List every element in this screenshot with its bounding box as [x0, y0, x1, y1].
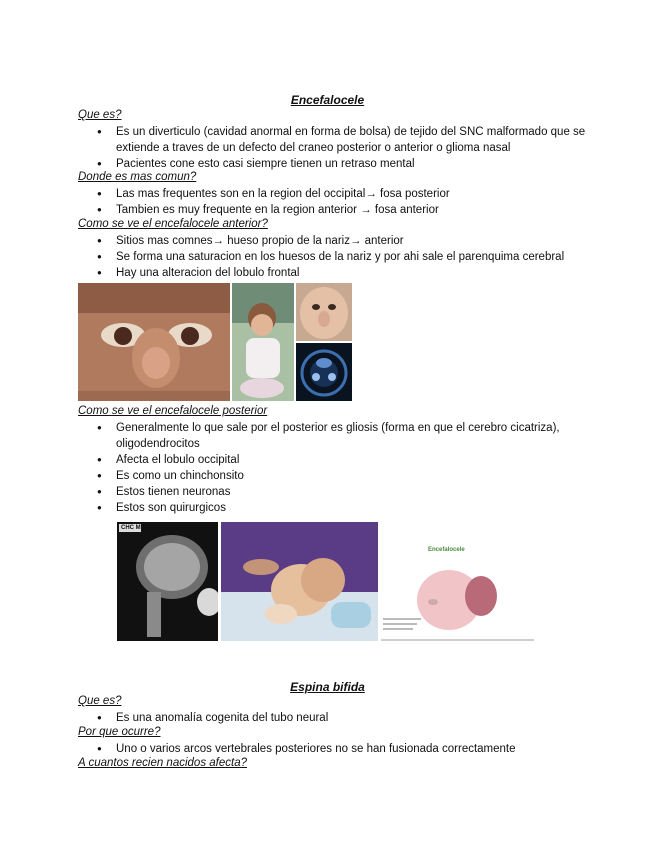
mri-sagittal-image	[117, 522, 218, 641]
list-item: ● Es un diverticulo (cavidad anormal en forma de bolsa) de tejido del SNC malformado que se extiende a traves de un defecto del craneo posterior o anterior o glioma nasal	[78, 124, 616, 156]
question-que-es: Que es?	[78, 109, 122, 121]
mri-label: CHC MRI	[121, 525, 147, 531]
question-posterior: Como se ve el encefalocele posterior	[78, 405, 268, 417]
list-item: ● Tambien es muy frequente en la region anterior → fosa anterior	[78, 202, 616, 218]
list-item: ● Estos son quirurgicos	[78, 500, 616, 516]
list-donde	[78, 186, 616, 218]
section-title-espina-bifida: Espina bifida	[290, 680, 365, 694]
section-title-encefalocele: Encefalocele	[290, 93, 365, 107]
photo-infant-face	[296, 283, 352, 341]
list-anterior	[78, 233, 616, 281]
list-que-es	[78, 124, 616, 172]
list-item: ● Es como un chinchonsito	[78, 468, 616, 484]
list-que-es-2	[78, 710, 616, 726]
list-item: ● Estos tienen neuronas	[78, 484, 616, 500]
question-a-cuantos: A cuantos recien nacidos afecta?	[78, 757, 247, 769]
photo-child-sitting	[232, 283, 294, 401]
illustration-label: Encefalocele	[428, 547, 465, 553]
illustration-encephalocele	[381, 540, 534, 641]
list-item: ● Afecta el lobulo occipital	[78, 452, 616, 468]
list-item: ● Es una anomalía cogenita del tubo neural	[78, 710, 616, 726]
list-item: ● Pacientes cone esto casi siempre tienen un retraso mental	[78, 156, 616, 172]
question-por-que-ocurre: Por que ocurre?	[78, 726, 161, 738]
question-que-es-2: Que es?	[78, 695, 122, 707]
list-item: ● Uno o varios arcos vertebrales posteriores no se han fusionada correctamente	[78, 741, 616, 757]
question-anterior: Como se ve el encefalocele anterior?	[78, 218, 268, 230]
list-item: ● Se forma una saturacion en los huesos de la nariz y por ahi sale el parenquima cerebral	[78, 249, 616, 265]
list-item: ● Hay una alteracion del lobulo frontal	[78, 265, 616, 281]
question-donde-es-mas-comun: Donde es mas comun?	[78, 171, 197, 183]
list-posterior	[78, 420, 616, 516]
ct-scan-image	[296, 343, 352, 401]
list-item: ● Las mas frequentes son en la region del occipital→ fosa posterior	[78, 186, 616, 202]
list-item: ● Generalmente lo que sale por el posterior es gliosis (forma en que el cerebro cicatriza), oligodendrocitos	[78, 420, 616, 452]
photo-anterior-encephalocele-face	[78, 283, 230, 401]
list-por-que	[78, 741, 616, 757]
list-item: ● Sitios mas comnes→ hueso propio de la nariz→ anterior	[78, 233, 616, 249]
photo-posterior-encephalocele-infant	[221, 522, 378, 641]
